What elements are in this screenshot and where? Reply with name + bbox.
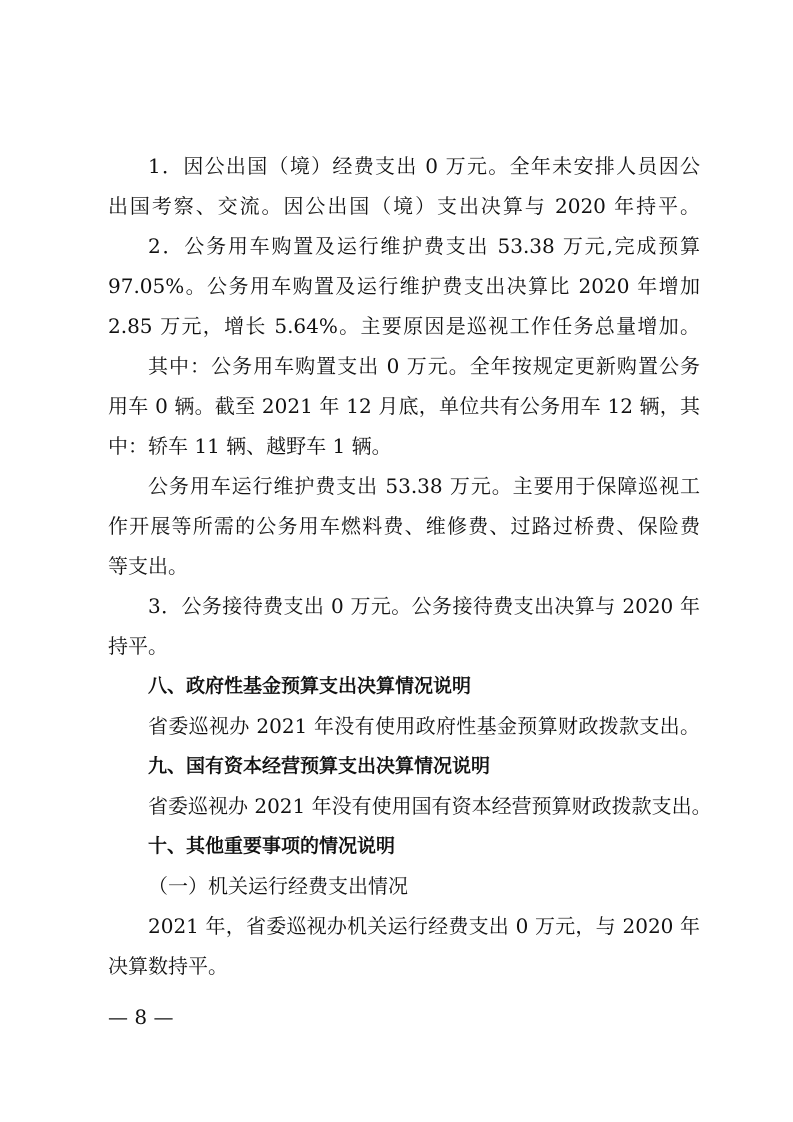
- section8-heading: 八、政府性基金预算支出决算情况说明: [148, 675, 472, 697]
- item3-line1: 3．公务接待费支出 0 万元。公务接待费支出决算与 2020 年: [148, 594, 700, 618]
- item1-line2: 出国考察、交流。因公出国（境）支出决算与 2020 年持平。: [108, 194, 700, 218]
- item1-line1: 1．因公出国（境）经费支出 0 万元。全年未安排人员因公: [148, 154, 700, 178]
- item2-line1: 2．公务用车购置及运行维护费支出 53.38 万元,完成预算: [148, 234, 700, 258]
- section9-body: 省委巡视办 2021 年没有使用国有资本经营预算财政拨款支出。: [148, 794, 712, 818]
- section10-heading: 十、其他重要事项的情况说明: [148, 835, 396, 857]
- section9-heading: 九、国有资本经营预算支出决算情况说明: [148, 755, 491, 777]
- section10-subheading: （一）机关运行经费支出情况: [148, 874, 408, 898]
- item3-line2: 持平。: [108, 634, 168, 658]
- operation-line1: 公务用车运行维护费支出 53.38 万元。主要用于保障巡视工: [148, 474, 700, 498]
- item2-line2: 97.05%。公务用车购置及运行维护费支出决算比 2020 年增加: [108, 274, 700, 298]
- operation-line2: 作开展等所需的公务用车燃料费、维修费、过路过桥费、保险费: [108, 514, 700, 538]
- purchase-line2: 用车 0 辆。截至 2021 年 12 月底，单位共有公务用车 12 辆，其: [108, 394, 700, 418]
- purchase-line1: 其中：公务用车购置支出 0 万元。全年按规定更新购置公务: [148, 354, 700, 378]
- section8-body: 省委巡视办 2021 年没有使用政府性基金预算财政拨款支出。: [148, 714, 700, 738]
- item2-line3: 2.85 万元，增长 5.64%。主要原因是巡视工作任务总量增加。: [108, 314, 700, 338]
- section10-line1: 2021 年，省委巡视办机关运行经费支出 0 万元，与 2020 年: [148, 914, 700, 938]
- section10-line2: 决算数持平。: [108, 954, 228, 978]
- purchase-line3: 中：轿车 11 辆、越野车 1 辆。: [108, 434, 392, 458]
- page-number: — 8 —: [108, 1005, 174, 1029]
- operation-line3: 等支出。: [108, 554, 188, 578]
